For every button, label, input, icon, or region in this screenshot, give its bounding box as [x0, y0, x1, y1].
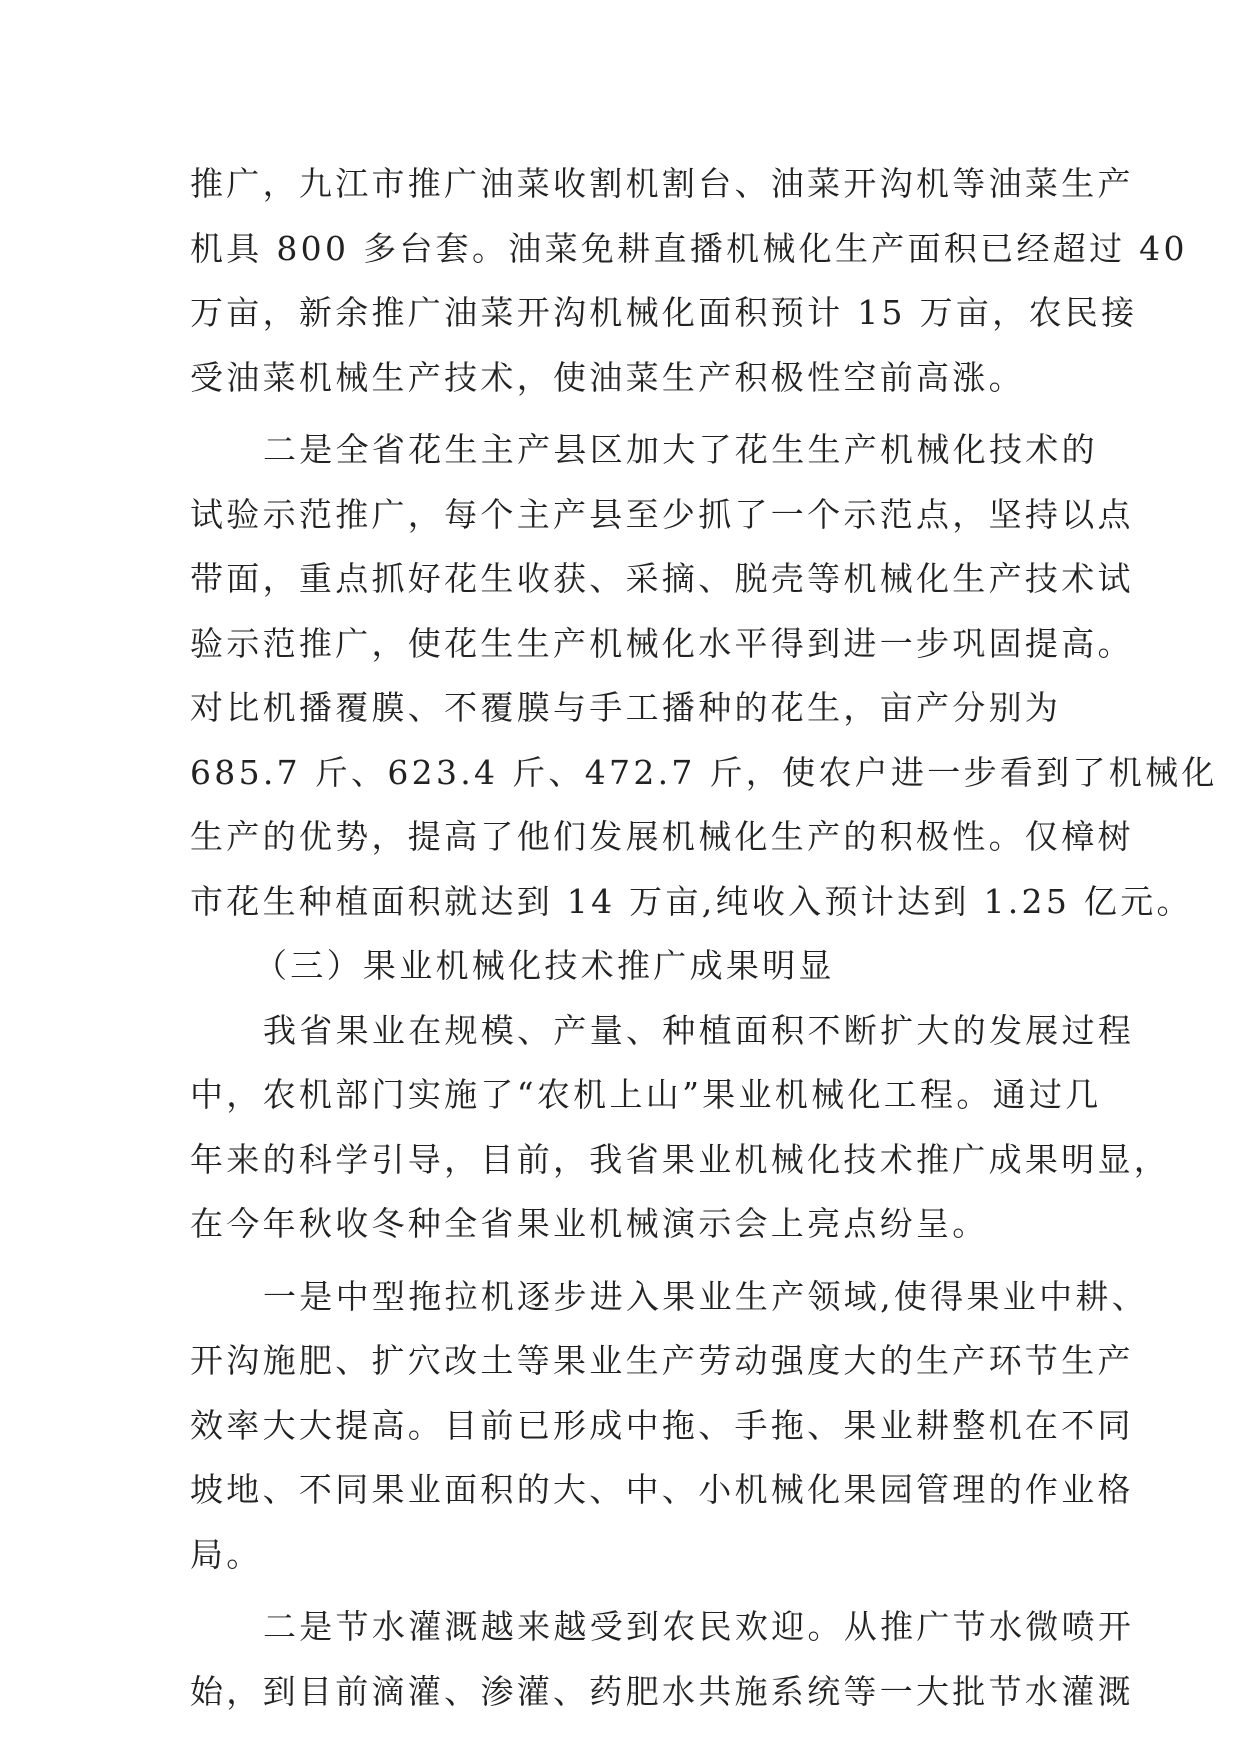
text-line: 我省果业在规模、产量、种植面积不断扩大的发展过程: [263, 1010, 1135, 1050]
text-line: 万亩，新余推广油菜开沟机械化面积预计 15 万亩，农民接: [190, 293, 1138, 332]
text-line: 带面，重点抓好花生收获、采摘、脱壳等机械化生产技术试: [190, 559, 1134, 598]
text-line: 中，农机部门实施了“农机上山”果业机械化工程。通过几: [190, 1075, 1102, 1114]
text-line: 验示范推广，使花生生产机械化水平得到进一步巩固提高。: [190, 623, 1134, 663]
text-line: 开沟施肥、扩穴改土等果业生产劳动强度大的生产环节生产: [190, 1341, 1134, 1380]
text-line: 坡地、不同果业面积的大、中、小机械化果园管理的作业格: [190, 1470, 1134, 1509]
text-line: 试验示范推广，每个主产县至少抓了一个示范点，坚持以点: [190, 494, 1134, 534]
text-line: 年来的科学引导，目前，我省果业机械化技术推广成果明显，: [190, 1139, 1171, 1179]
section-heading: （三）果业机械化技术推广成果明显: [254, 946, 835, 985]
text-line: 局。: [190, 1534, 263, 1574]
text-line: 效率大大提高。目前已形成中拖、手拖、果业耕整机在不同: [190, 1405, 1134, 1445]
text-line: 生产的优势，提高了他们发展机械化生产的积极性。仅樟树: [190, 817, 1134, 856]
text-line: 机具 800 多台套。油菜免耕直播机械化生产面积已经超过 40: [190, 228, 1188, 268]
text-line: 一是中型拖拉机逐步进入果业生产领域,使得果业中耕、: [263, 1276, 1148, 1316]
text-line: 685.7 斤、623.4 斤、472.7 斤，使农户进一步看到了机械化: [190, 752, 1218, 792]
text-line: 二是全省花生主产县区加大了花生生产机械化技术的: [263, 430, 1098, 469]
text-line: 推广，九江市推广油菜收割机割台、油菜开沟机等油菜生产: [190, 164, 1134, 203]
text-line: 始，到目前滴灌、渗灌、药肥水共施系统等一大批节水灌溉: [190, 1671, 1134, 1711]
text-line: 在今年秋收冬种全省果业机械演示会上亮点纷呈。: [190, 1204, 989, 1243]
text-line: 受油菜机械生产技术，使油菜生产积极性空前高涨。: [190, 357, 1025, 397]
document-body: [190, 152, 1218, 1724]
text-line: 市花生种植面积就达到 14 万亩,纯收入预计达到 1.25 亿元。: [190, 881, 1193, 921]
text-line: 二是节水灌溉越来越受到农民欢迎。从推广节水微喷开: [263, 1607, 1135, 1646]
text-line: 对比机播覆膜、不覆膜与手工播种的花生，亩产分别为: [190, 688, 1062, 727]
